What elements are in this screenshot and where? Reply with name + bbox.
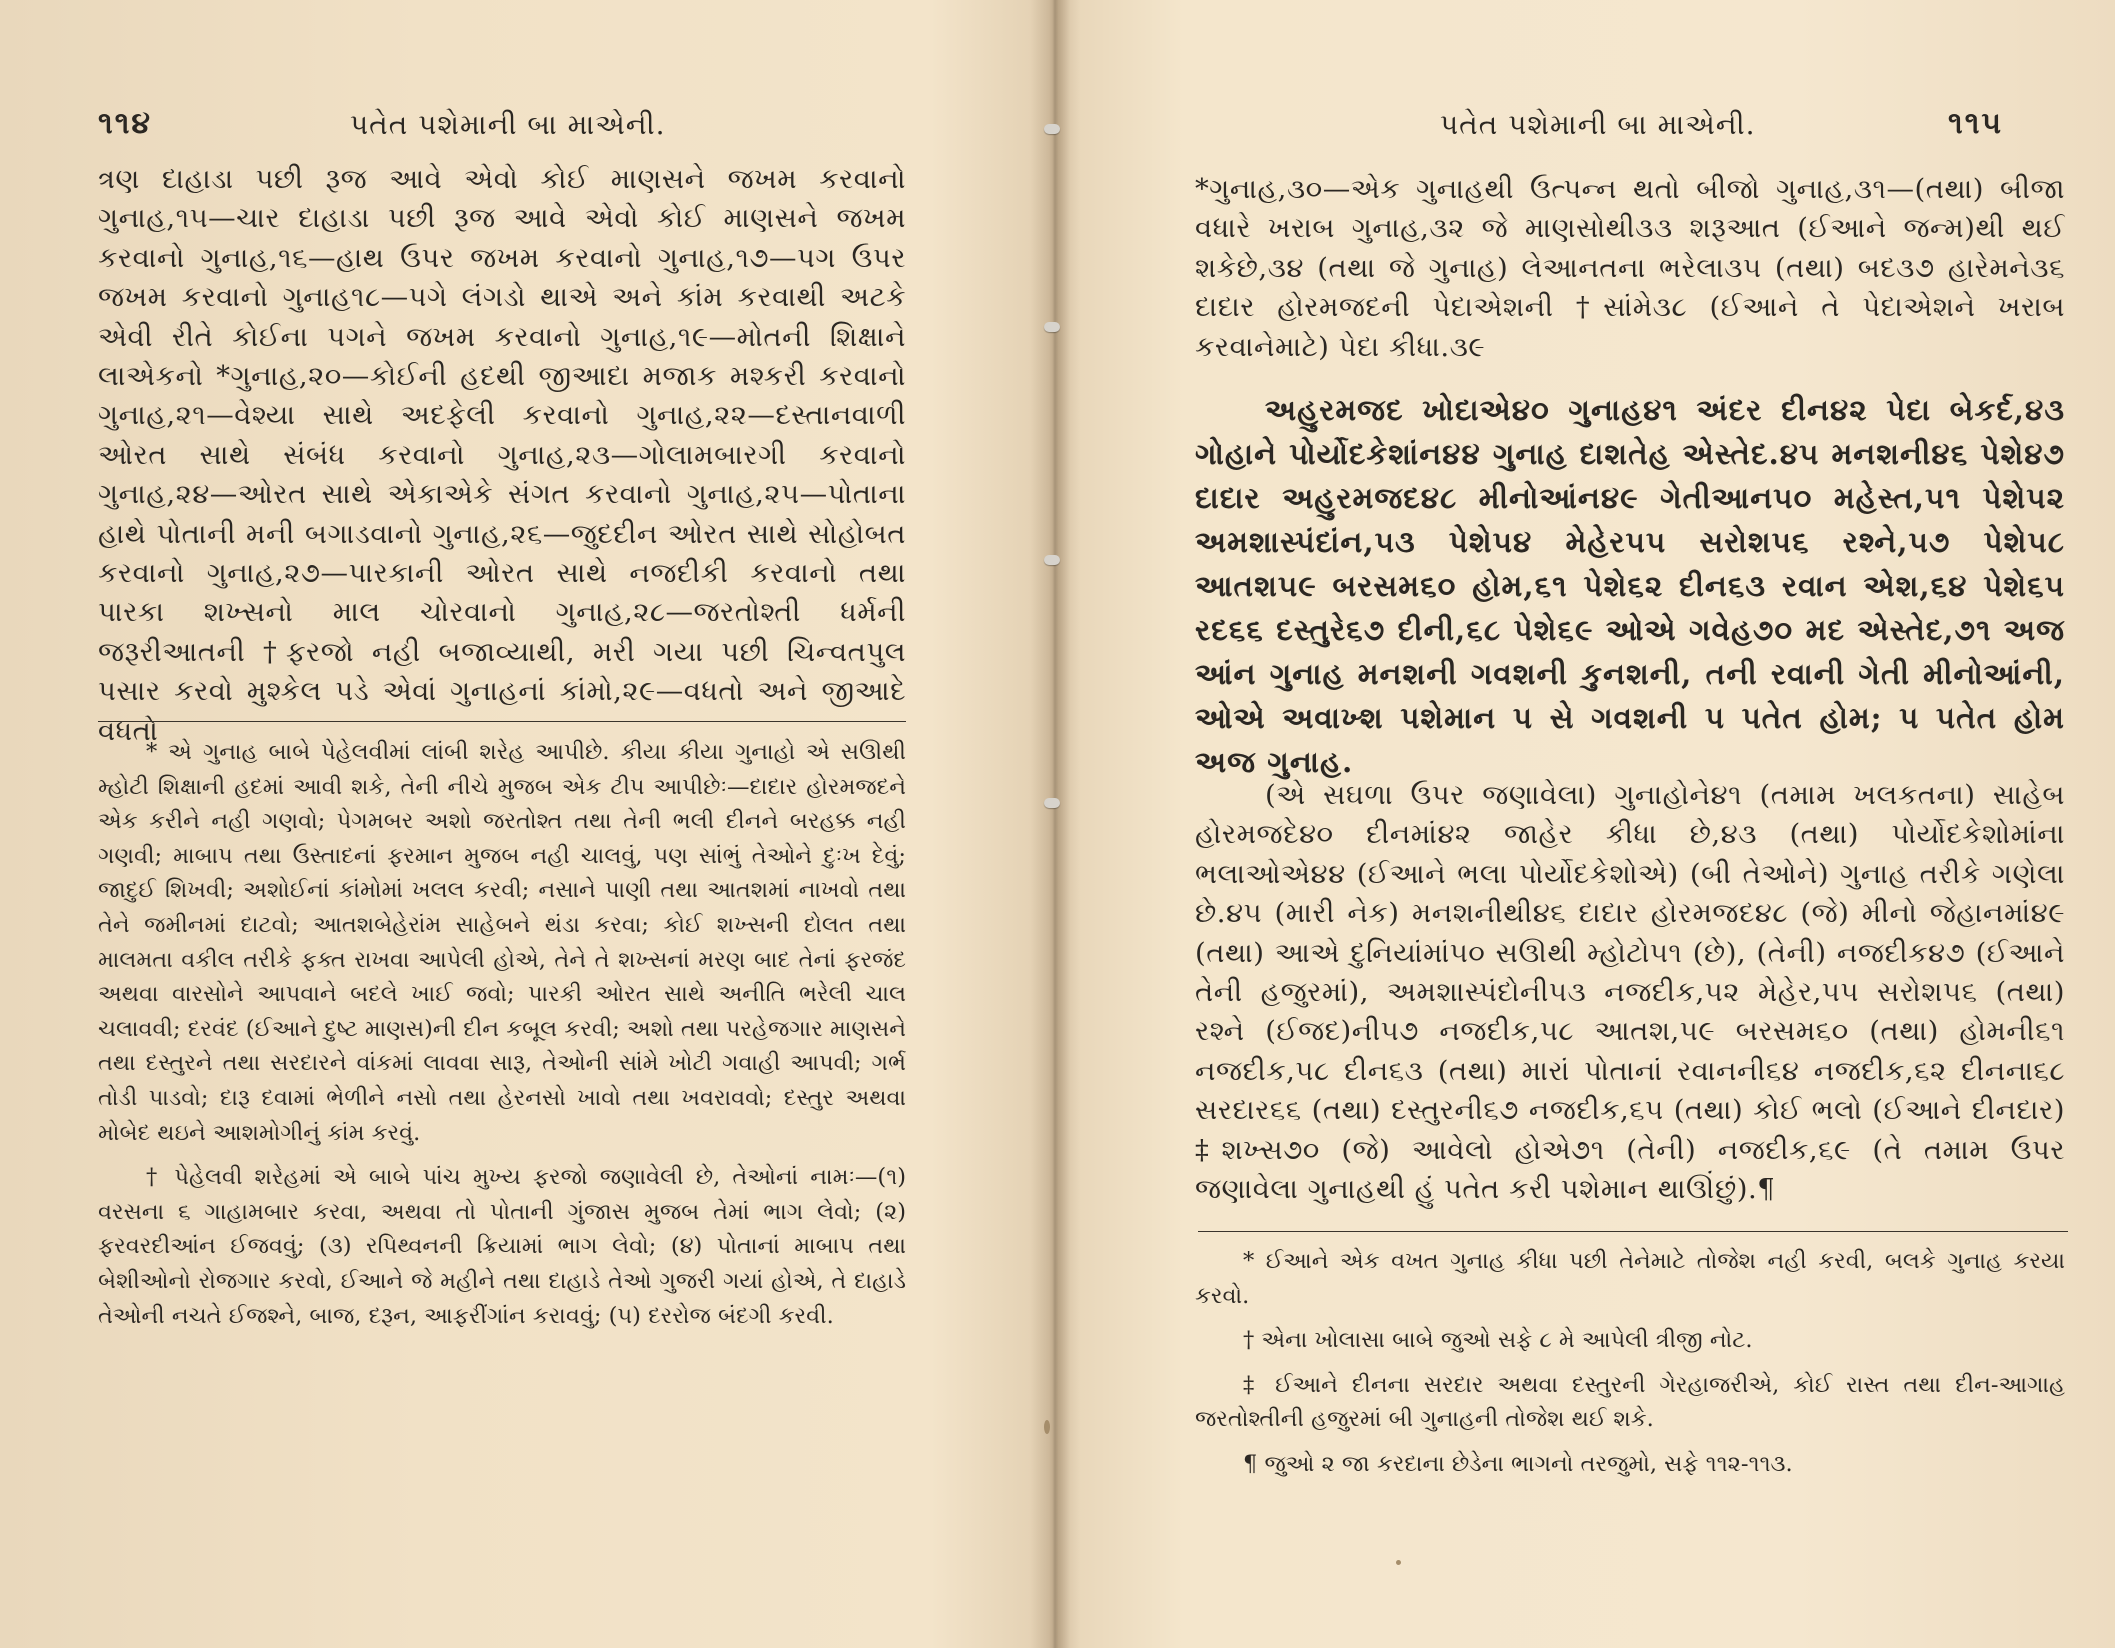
page-number: ૧૧૫ xyxy=(1948,106,2004,141)
footnote-divider xyxy=(98,721,906,722)
translation-text xyxy=(1195,776,2065,1216)
main-paragraph: *ગુનાહ,૩૦—એક ગુનાહથી ઉત્પન્ન થતો બીજો ગુનાહ,૩૧—(તથા) બીજા વધારે ખરાબ ગુનાહ,૩૨ જે માણસોથી૩૩ શરૂઆત (ઈઆને જન્મ)થી થઈ શકેછે,૩૪ (તથા જે ગુનાહ) લેઆનતના ભરેલા૩૫ (તથા) બદ૩૭ હારેમને૩૬ દાદાર હોરમજદની પેદાએશની †સાંમે૩૮ (ઈઆને તે પેદાએશને ખરાબ કરવાનેમાટે) પેદા કીધા.૩૯ xyxy=(1195,173,2065,363)
footnote-dagger: † પેહેલવી શરેહમાં એ બાબે પાંચ મુખ્ય ફરજો જણાવેલી છે, તેઓનાં નામઃ—(૧) વરસના ૬ ગાહામબાર કરવા, અથવા તો પોતાની ગુંજાસ મુજબ તેમાં ભાગ લેવો; (૨) ફરવરદીઆંન ઈજવવું; (૩) રપિથ્વનની ક્રિયામાં ભાગ લેવો; (૪) પોતાનાં માબાપ તથા બેશીઓનો રોજગાર કરવો, ઈઆને જે મહીને તથા દાહાડે તેઓ ગુજરી ગયાં હોએ, તે દાહાડે તેઓની નચતે ઈજશ્ને, બાજ, દરૂન, આફરીંગાંન કરાવવું; (૫) દરરોજ બંદગી કરવી. xyxy=(98,1164,906,1329)
right-page xyxy=(1060,0,2115,1648)
left-page xyxy=(0,0,1050,1648)
footnote-item: * ઈઆને એક વખત ગુનાહ કીધા પછી તેનેમાટે તોજેશ નહી કરવી, બલકે ગુનાહ કરયા કરવો. xyxy=(1195,1248,2065,1309)
page-number: ૧૧૪ xyxy=(98,106,152,141)
running-header: પતેત પશેમાની બા માએની. xyxy=(350,108,666,141)
translation-paragraph: (એ સઘળા ઉપર જણાવેલા) ગુનાહોને૪૧ (તમામ ખલકતના) સાહેબ હોરમજદે૪૦ દીનમાં૪૨ જાહેર કીધા છે,૪૩ (તથા) પોર્યોદકેશોમાંના ભલાઓએ૪૪ (ઈઆને ભલા પોર્યોદકેશોએ) (બી તેઓને) ગુનાહ તરીકે ગણેલા છે.૪૫ (મારી નેક) મનશનીથી૪૬ દાદાર હોરમજદ૪૮ (જે) મીનો જેહાનમાં૪૯ (તથા) આએ દુનિયાંમાં૫૦ સઊથી મ્હોટો૫૧ (છે), (તેની) નજદીક૪૭ (ઈઆને તેની હજુરમાં), અમશાસ્પંદોની૫૩ નજદીક,૫૨ મેહેર,૫૫ સરોશ૫૬ (તથા) રશ્ને (ઈજદ)ની૫૭ નજદીક,૫૮ આતશ,૫૯ બરસમ૬૦ (તથા) હોમની૬૧ નજદીક,૫૮ દીન૬૩ (તથા) મારાં પોતાનાં રવાનની૬૪ નજદીક,૬૨ દીનના૬૮ સરદાર૬૬ (તથા) દસ્તુરની૬૭ નજદીક,૬૫ (તથા) કોઈ ભલો (ઈઆને દીનદાર) ‡શખ્સ૭૦ (જે) આવેલો હોએ૭૧ (તેની) નજદીક,૬૯ (તે તમામ ઉપર જણાવેલા ગુનાહથી હું પતેત કરી પશેમાન થાઊંછું).¶ xyxy=(1195,779,2065,1206)
footnote-star: * એ ગુનાહ બાબે પેહેલવીમાં લાંબી શરેહ આપીછે. કીયા કીયા ગુનાહો એ સઊથી મ્હોટી શિક્ષાની હદમાં આવી શકે, તેની નીચે મુજબ એક ટીપ આપીછેઃ—દાદાર હોરમજદને એક કરીને નહી ગણવો; પેગમબર અશો જરતોશ્ત તથા તેની ભલી દીનને બરહક્ક નહી ગણવી; માબાપ તથા ઉસ્તાદનાં ફરમાન મુજબ નહી ચાલવું, પણ સાંભું તેઓને દુઃખ દેવું; જાદુઈ શિખવી; અશોઈનાં કાંમોમાં ખલલ કરવી; નસાને પાણી તથા આતશમાં નાખવો તથા તેને જમીનમાં દાટવો; આતશબેહેરાંમ સાહેબને થંડા કરવા; કોઈ શખ્સની દોલત તથા માલમતા વકીલ તરીકે ફક્ત રાખવા આપેલી હોએ, તેને તે શખ્સનાં મરણ બાદ તેનાં ફરજંદ અથવા વારસોને આપવાને બદલે ખાઈ જવો; પારકી ઓરત સાથે અનીતિ ભરેલી ચાલ ચલાવવી; દરવંદ (ઈઆને દુષ્ટ માણસ)ની દીન કબૂલ કરવી; અશો તથા પરહેજગાર માણસને તથા દસ્તુરને તથા સરદારને વાંકમાં લાવવા સારૂ, તેઓની સાંમે ખોટી ગવાહી આપવી; ગર્ભ તોડી પાડવો; દારૂ દવામાં ભેળીને નસો તથા હેરનસો ખાવો તથા ખવરાવવો; દસ્તુર અથવા મોબેદ થઇને આશમોગીનું કાંમ કરવું. xyxy=(98,739,906,1146)
main-text-top xyxy=(1195,170,2065,370)
footnote-item: ¶ જુઓ ૨ જા કરદાના છેડેના ભાગનો તરજુમો, સફે ૧૧૨-૧૧૩. xyxy=(1243,1450,1793,1477)
footnote-divider xyxy=(1198,1231,2068,1232)
main-paragraph: ત્રણ દાહાડા પછી રૂજ આવે એવો કોઈ માણસને જખમ કરવાનો ગુનાહ,૧૫—ચાર દાહાડા પછી રૂજ આવે એવો કોઈ માણસને જખમ કરવાનો ગુનાહ,૧૬—હાથ ઉપર જખમ કરવાનો ગુનાહ,૧૭—પગ ઉપર જખમ કરવાનો ગુનાહ૧૮—પગે લંગડો થાએ અને કાંમ કરવાથી અટકે એવી રીતે કોઈના પગને જખમ કરવાનો ગુનાહ,૧૯—મોતની શિક્ષાને લાએકનો *ગુનાહ,૨૦—કોઈની હદથી જીઆદા મજાક મશ્કરી કરવાનો ગુનાહ,૨૧—વેશ્યા સાથે અદફેલી કરવાનો ગુનાહ,૨૨—દસ્તાનવાળી ઓરત સાથે સંબંધ કરવાનો ગુનાહ,૨૩—ગોલામબારગી કરવાનો ગુનાહ,૨૪—ઓરત સાથે એકાએકે સંગત કરવાનો ગુનાહ,૨૫—પોતાના હાથે પોતાની મની બગાડવાનો ગુનાહ,૨૬—જુદદીન ઓરત સાથે સોહોબત કરવાનો ગુનાહ,૨૭—પારકાની ઓરત સાથે નજદીકી કરવાનો તથા પારકા શખ્સનો માલ ચોરવાનો ગુનાહ,૨૮—જરતોશ્તી ધર્મની જરૂરીઆતની †ફરજો નહી બજાવ્યાથી, મરી ગયા પછી ચિન્વતપુલ પસાર કરવો મુશ્કેલ પડે એવાં ગુનાહનાં કાંમો,૨૯—વધતો અને જીઆદે વધતો xyxy=(98,163,906,747)
running-header: પતેત પશેમાની બા માએની. xyxy=(1440,108,1756,141)
paper-blemish xyxy=(1396,1560,1401,1565)
pazand-text xyxy=(1195,388,2065,779)
footnote-item: ‡ ઈઆને દીનના સરદાર અથવા દસ્તુરની ગેરહાજરીએ, કોઈ રાસ્ત તથા દીન-આગાહ જરતોશ્તીની હજુરમાં બી ગુનાહની તોજેશ થઈ શકે. xyxy=(1195,1371,2065,1433)
footnotes xyxy=(1195,1244,2065,1484)
footnote-item: † એના ખોલાસા બાબે જુઓ સફે ૮ મે આપેલી ત્રીજી નોટ. xyxy=(1243,1327,1753,1354)
main-text xyxy=(98,160,906,747)
pazand-paragraph: અહુરમજદ ખોદાએ૪૦ ગુનાહ૪૧ અંદર દીન૪૨ પેદા બેકર્દ,૪૩ ગોહાને પોર્યોદકેશાંન૪૪ ગુનાહ દાશતેહ એસ્તેદ.૪૫ મનશની૪૬ પેશે૪૭ દાદાર અહુરમજદ૪૮ મીનોઆંન૪૯ ગેતીઆન૫૦ મહેસ્ત,૫૧ પેશે૫૨ અમશાસ્પંદાંન,૫૩ પેશે૫૪ મેહેર૫૫ સરોશ૫૬ રશ્ને,૫૭ પેશે૫૮ આતશ૫૯ બરસમ૬૦ હોમ,૬૧ પેશે૬૨ દીન૬૩ રવાન એશ,૬૪ પેશે૬૫ રદ૬૬ દસ્તુરે૬૭ દીની,૬૮ પેશે૬૯ ઓએ ગવેહ૭૦ મદ એસ્તેદ,૭૧ અજ આંન ગુનાહ મનશની ગવશની કુનશની, તની રવાની ગેતી મીનોઆંની, ઓએ અવાખ્શ પશેમાન પ સે ગવશની પ પતેત હોમ; પ પતેત હોમ અજ ગુનાહ. xyxy=(1195,392,2065,779)
footnotes xyxy=(98,735,906,1455)
paper-blemish xyxy=(1044,1420,1050,1434)
